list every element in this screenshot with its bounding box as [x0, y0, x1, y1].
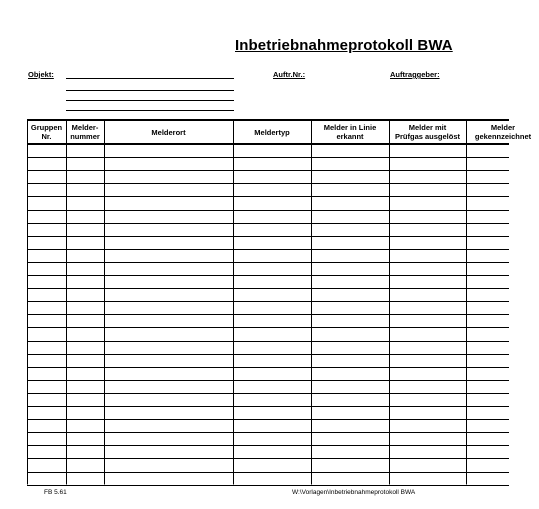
- column-header-melder-gekennzeichnet: Melder gekennzeichnet: [474, 123, 532, 141]
- column-header-meldernummer: Melder- nummer: [70, 123, 100, 141]
- column-header-melderort: Melderort: [151, 127, 186, 137]
- form-number: FB 5.61: [44, 489, 67, 496]
- column-header-gruppen-nr: Gruppen Nr.: [30, 123, 63, 141]
- auftr-nr-label: Auftr.Nr.:: [273, 70, 306, 79]
- file-path: W:\Vorlagen\Inbetriebnahmeprotokoll BWA: [292, 489, 416, 496]
- column-header-meldertyp: Meldertyp: [254, 127, 290, 137]
- objekt-label: Objekt:: [28, 70, 54, 79]
- column-header-melder-mit-pruefgas-ausgeloest: Melder mit Prüfgas ausgelöst: [394, 123, 461, 141]
- column-header-melder-in-linie-erkannt: Melder in Linie erkannt: [323, 123, 377, 141]
- page-title: Inbetriebnahmeprotokoll BWA: [235, 37, 453, 54]
- auftraggeber-label: Auftraggeber:: [390, 70, 440, 79]
